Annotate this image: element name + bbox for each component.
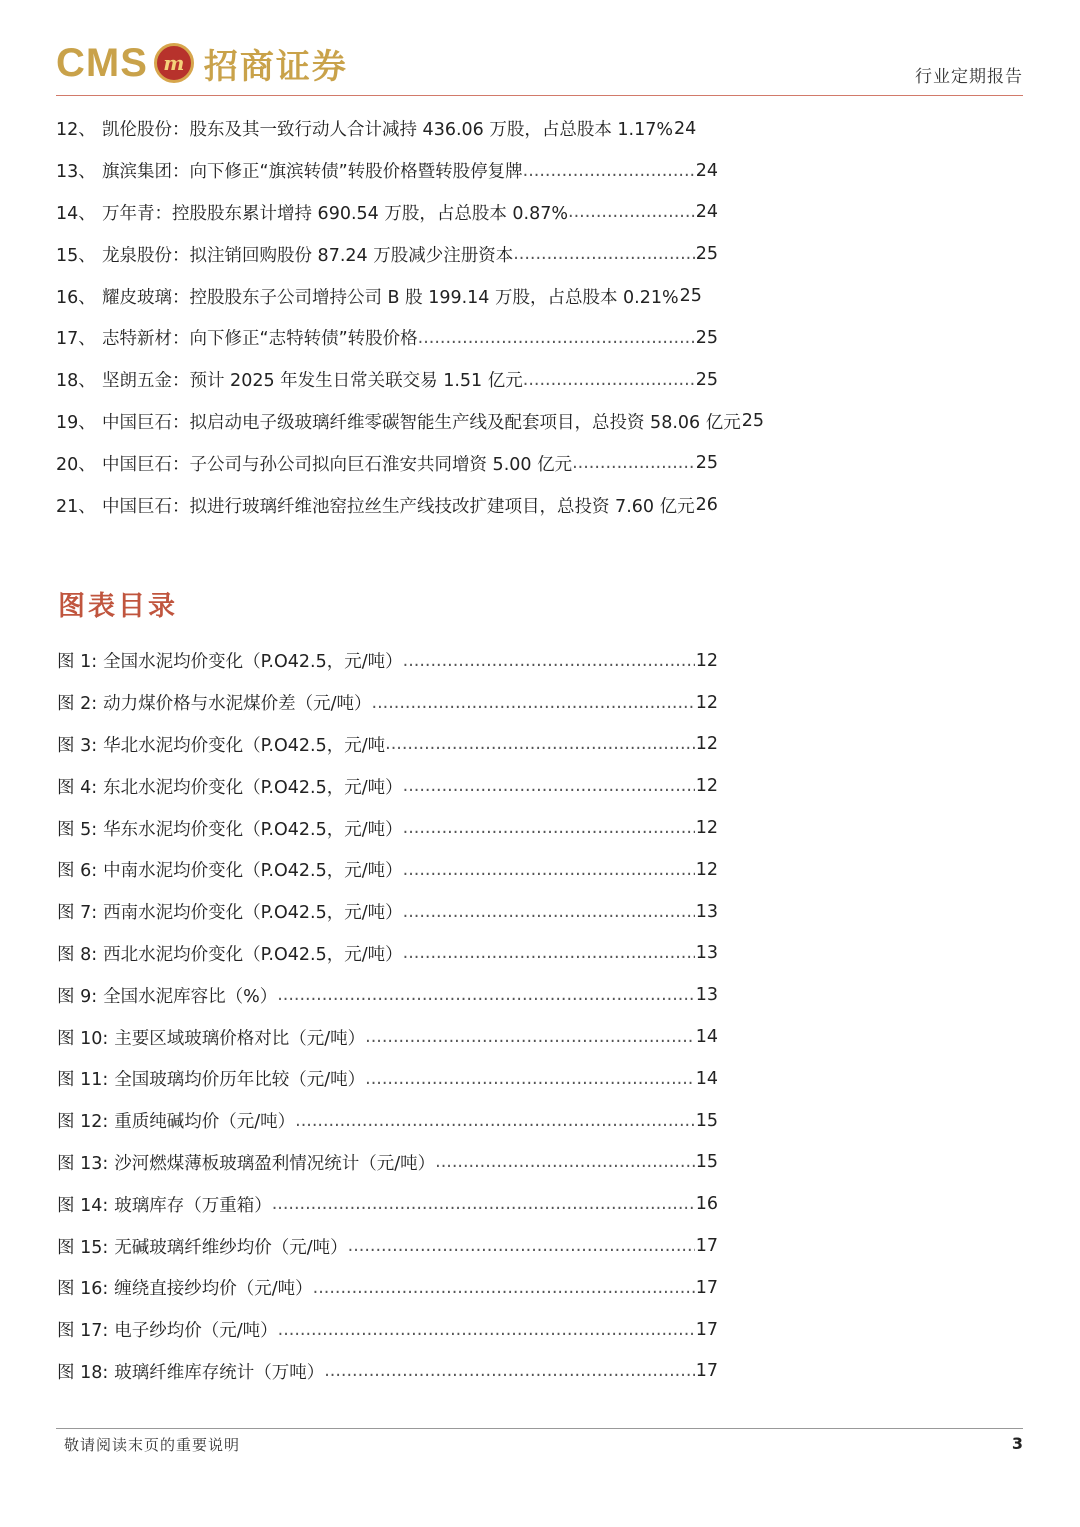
figure-entry-label: 图 4: [57,777,98,798]
toc-entry-number: 16、 [56,287,96,308]
toc-leader-dots [523,370,695,390]
figure-entry-label: 图 7: [57,903,98,924]
figure-leader-dots [348,1236,695,1256]
logo-emblem-icon: m [154,43,194,83]
figure-entry-page: 13 [695,943,718,964]
toc-leader-dots [568,202,695,222]
figure-entry[interactable] [57,1267,777,1309]
figure-entry[interactable] [57,1183,777,1225]
figure-entry-title: 华北水泥均价变化（P.O42.5，元/吨 [103,735,386,756]
figure-leader-dots [295,1111,695,1131]
figure-leader-dots [403,651,695,671]
figure-entry-label: 图 9: [57,986,98,1007]
toc-entry-title: 中国巨石：子公司与孙公司拟向巨石淮安共同增资 5.00 亿元 [102,454,573,475]
toc-entry-page: 25 [679,286,702,307]
toc-entry[interactable] [56,233,836,275]
figure-entry-label: 图 8: [57,944,98,965]
toc-entry-title: 旗滨集团：向下修正“旗滨转债”转股价格暨转股停复牌 [102,162,523,183]
report-type: 行业定期报告 [915,67,1023,87]
figure-entry-title: 西南水泥均价变化（P.O42.5，元/吨） [103,903,403,924]
figure-entry[interactable] [57,1225,777,1267]
toc-leader-dots [523,161,695,181]
figure-entry[interactable] [57,640,777,682]
figure-entry-label: 图 13: [57,1153,109,1174]
toc-entry-number: 21、 [56,496,96,517]
toc-entry-title: 耀皮玻璃：控股股东子公司增持公司 B 股 199.14 万股，占总股本 0.21% [102,287,679,308]
figure-entry[interactable] [57,1016,777,1058]
figure-leader-dots [403,860,695,880]
figure-leader-dots [272,1194,695,1214]
figure-entry-page: 13 [695,985,718,1006]
toc-entry-page: 25 [695,244,718,265]
toc-entry[interactable] [56,359,836,401]
figure-entry-label: 图 1: [57,652,98,673]
figure-entry-page: 14 [695,1027,718,1048]
table-of-contents [56,108,836,526]
toc-entry-page: 25 [741,411,765,432]
toc-entry-number: 17、 [56,329,96,350]
figure-entry[interactable] [57,891,777,933]
toc-entry-number: 13、 [56,162,96,183]
figure-entry-title: 缠绕直接纱均价（元/吨） [114,1279,313,1300]
figure-leader-dots [372,693,695,713]
figure-entry-label: 图 6: [57,861,98,882]
toc-entry-title: 中国巨石：拟进行玻璃纤维池窑拉丝生产线技改扩建项目，总投资 7.60 亿元 [102,496,695,517]
toc-entry[interactable] [56,150,836,192]
company-logo [56,40,348,86]
figure-entry-label: 图 17: [57,1321,109,1342]
toc-entry-number: 12、 [56,120,96,141]
figure-entry-label: 图 11: [57,1070,109,1091]
toc-entry-number: 19、 [56,412,96,433]
figure-entry-page: 12 [695,734,718,755]
figure-entry[interactable] [57,807,777,849]
toc-entry-title: 万年青：控股股东累计增持 690.54 万股，占总股本 0.87% [102,203,569,224]
toc-entry[interactable] [56,442,836,484]
figure-entry-title: 玻璃纤维库存统计（万吨） [114,1362,325,1383]
toc-leader-dots [513,244,694,264]
figure-entry-title: 西北水泥均价变化（P.O42.5，元/吨） [103,944,403,965]
toc-entry-number: 18、 [56,371,96,392]
figure-index [57,640,777,1392]
figure-leader-dots [365,1069,695,1089]
figure-leader-dots [278,1320,695,1340]
figure-entry[interactable] [57,1309,777,1351]
figure-entry-title: 重质纯碱均价（元/吨） [114,1112,296,1133]
figure-entry-title: 动力煤价格与水泥煤价差（元/吨） [103,694,372,715]
figure-entry-title: 全国水泥库容比（%） [103,986,278,1007]
figure-entry[interactable] [57,1351,777,1393]
figure-entry-label: 图 18: [57,1362,109,1383]
figure-entry-title: 全国水泥均价变化（P.O42.5，元/吨） [103,652,403,673]
figure-leader-dots [385,734,695,754]
figure-entry-title: 沙河燃煤薄板玻璃盈利情况统计（元/吨） [114,1153,436,1174]
figure-entry-page: 15 [695,1110,718,1131]
figure-entry-title: 玻璃库存（万重箱） [114,1195,272,1216]
figure-entry-page: 12 [695,859,718,880]
toc-entry-title: 志特新材：向下修正“志特转债”转股价格 [102,329,418,350]
figure-entry-label: 图 5: [57,819,98,840]
header-divider [56,95,1023,96]
figure-entry-page: 17 [695,1361,718,1382]
figure-entry-label: 图 10: [57,1028,109,1049]
figure-leader-dots [365,1027,695,1047]
figure-entry[interactable] [57,1100,777,1142]
figure-entry-page: 16 [695,1194,718,1215]
figure-entry[interactable] [57,933,777,975]
figure-entry-title: 中南水泥均价变化（P.O42.5，元/吨） [103,861,403,882]
figure-index-title: 图表目录 [58,591,178,622]
figure-entry-page: 14 [695,1068,718,1089]
figure-entry-page: 15 [695,1152,718,1173]
figure-entry[interactable] [57,682,777,724]
toc-entry[interactable] [56,317,836,359]
figure-entry-title: 主要区域玻璃价格对比（元/吨） [114,1028,366,1049]
toc-entry-page: 24 [695,202,718,223]
toc-entry-number: 20、 [56,454,96,475]
page-header [0,0,1080,100]
toc-entry[interactable] [56,108,836,150]
toc-entry-page: 25 [695,453,718,474]
toc-entry[interactable] [56,275,836,317]
toc-entry-number: 14、 [56,203,96,224]
toc-entry[interactable] [56,484,836,526]
figure-entry-title: 华东水泥均价变化（P.O42.5，元/吨） [103,819,403,840]
figure-entry-title: 东北水泥均价变化（P.O42.5，元/吨） [103,777,403,798]
toc-entry-title: 龙泉股份：拟注销回购股份 87.24 万股减少注册资本 [102,245,514,266]
toc-entry-page: 25 [695,327,718,348]
figure-entry-label: 图 12: [57,1112,109,1133]
footer-divider [56,1428,1023,1429]
figure-leader-dots [324,1361,694,1381]
toc-entry-title: 凯伦股份：股东及其一致行动人合计减持 436.06 万股，占总股本 1.17% [102,120,674,141]
toc-entry-title: 中国巨石：拟启动电子级玻璃纤维零碳智能生产线及配套项目，总投资 58.06 亿元 [102,412,741,433]
logo-latin-text: CMS [56,40,148,85]
figure-entry-page: 17 [695,1319,718,1340]
figure-entry-label: 图 3: [57,735,98,756]
figure-entry-page: 12 [695,818,718,839]
toc-entry-title: 坚朗五金：预计 2025 年发生日常关联交易 1.51 亿元 [102,371,523,392]
figure-entry[interactable] [57,974,777,1016]
toc-entry-number: 15、 [56,245,96,266]
figure-entry-label: 图 15: [57,1237,109,1258]
figure-leader-dots [313,1278,695,1298]
figure-entry-page: 17 [695,1277,718,1298]
toc-entry-page: 26 [695,495,718,516]
figure-entry-page: 17 [695,1236,718,1257]
figure-leader-dots [403,776,695,796]
figure-leader-dots [277,985,694,1005]
toc-leader-dots [572,453,695,473]
figure-entry[interactable] [57,724,777,766]
toc-entry-page: 25 [695,369,718,390]
footer-disclaimer: 敬请阅读末页的重要说明 [64,1436,241,1454]
figure-entry-title: 电子纱均价（元/吨） [114,1321,278,1342]
toc-entry[interactable] [56,401,836,443]
figure-leader-dots [435,1152,695,1172]
figure-leader-dots [403,818,695,838]
toc-entry-page: 24 [695,160,718,181]
toc-entry-page: 24 [674,118,697,139]
figure-leader-dots [403,943,695,963]
figure-entry-page: 12 [695,650,718,671]
figure-leader-dots [403,902,695,922]
figure-entry-page: 12 [695,692,718,713]
figure-entry-label: 图 14: [57,1195,109,1216]
figure-entry[interactable] [57,765,777,807]
figure-entry[interactable] [57,849,777,891]
figure-entry-label: 图 16: [57,1279,109,1300]
figure-entry-page: 13 [695,901,718,922]
page-number: 3 [1011,1434,1023,1453]
toc-leader-dots [418,328,695,348]
logo-chinese-text: 招商证券 [203,46,348,87]
figure-entry-page: 12 [695,776,718,797]
figure-entry[interactable] [57,1142,777,1184]
figure-entry-label: 图 2: [57,694,98,715]
toc-entry[interactable] [56,192,836,234]
figure-entry-title: 无碱玻璃纤维纱均价（元/吨） [114,1237,348,1258]
figure-entry[interactable] [57,1058,777,1100]
figure-entry-title: 全国玻璃均价历年比较（元/吨） [114,1070,366,1091]
